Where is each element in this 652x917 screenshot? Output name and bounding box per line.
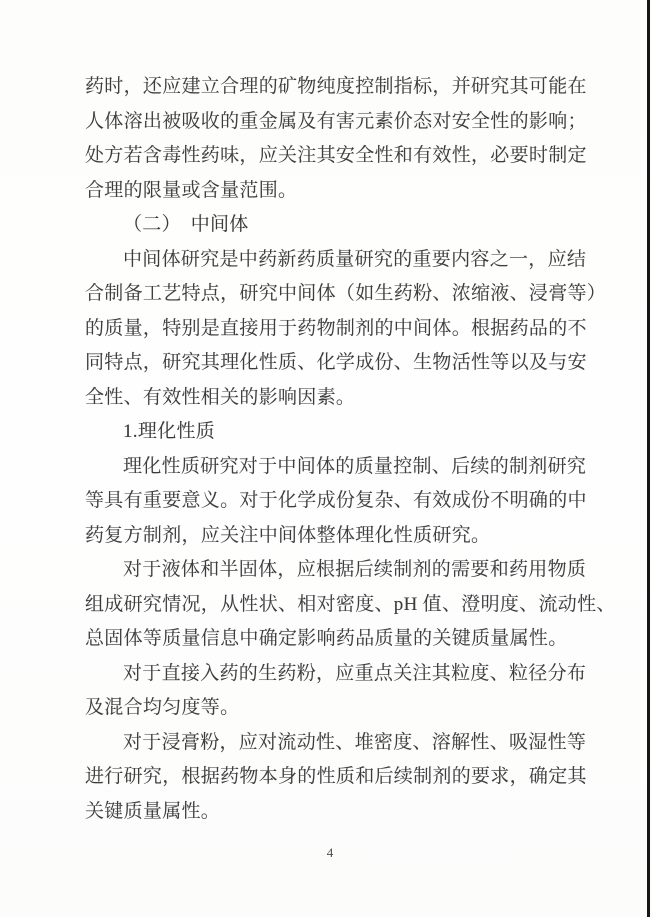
text-line: 中间体研究是中药新药质量研究的重要内容之一，应结 <box>123 248 587 270</box>
text-line: 人体溶出被吸收的重金属及有害元素价态对安全性的影响； <box>85 110 587 132</box>
page-number: 4 <box>326 845 334 860</box>
text-line: 合理的限量或含量范围。 <box>85 179 298 201</box>
text-line: 总固体等质量信息中确定影响药品质量的关键质量属性。 <box>85 628 568 649</box>
text-line: 组成研究情况，从性状、相对密度、pH 值、澄明度、流动性、 <box>85 593 616 615</box>
text-line: 等具有重要意义。对于化学成份复杂、有效成份不明确的中 <box>85 490 587 511</box>
text-line: 理化性质研究对于中间体的质量控制、后续的制剂研究 <box>123 455 587 477</box>
text-line: 对于液体和半固体，应根据后续制剂的需要和药用物质 <box>123 559 587 580</box>
text-line: 对于浸膏粉，应对流动性、堆密度、溶解性、吸湿性等 <box>123 731 587 753</box>
text-block <box>85 70 616 829</box>
text-line: 处方若含毒性药味，应关注其安全性和有效性，必要时制定 <box>85 145 587 166</box>
text-line: 及混合均匀度等。 <box>85 697 240 718</box>
text-line: 同特点，研究其理化性质、化学成份、生物活性等以及与安 <box>85 352 587 373</box>
text-line: 全性、有效性相关的影响因素。 <box>85 386 356 408</box>
subsection-heading: 1.理化性质 <box>123 421 216 442</box>
text-line: 药时，还应建立合理的矿物纯度控制指标，并研究其可能在 <box>85 76 587 97</box>
scan-edge-line <box>647 0 650 917</box>
section-heading: （二） 中间体 <box>123 214 249 235</box>
text-line: 药复方制剂，应关注中间体整体理化性质研究。 <box>85 524 491 546</box>
text-line: 对于直接入药的生药粉，应重点关注其粒度、粒径分布 <box>123 662 587 684</box>
text-line: 进行研究，根据药物本身的性质和后续制剂的要求，确定其 <box>85 766 587 787</box>
text-line: 的质量，特别是直接用于药物制剂的中间体。根据药品的不 <box>85 317 587 339</box>
text-line: 关键质量属性。 <box>85 800 221 822</box>
text-line: 合制备工艺特点，研究中间体（如生药粉、浓缩液、浸膏等） <box>85 283 607 304</box>
